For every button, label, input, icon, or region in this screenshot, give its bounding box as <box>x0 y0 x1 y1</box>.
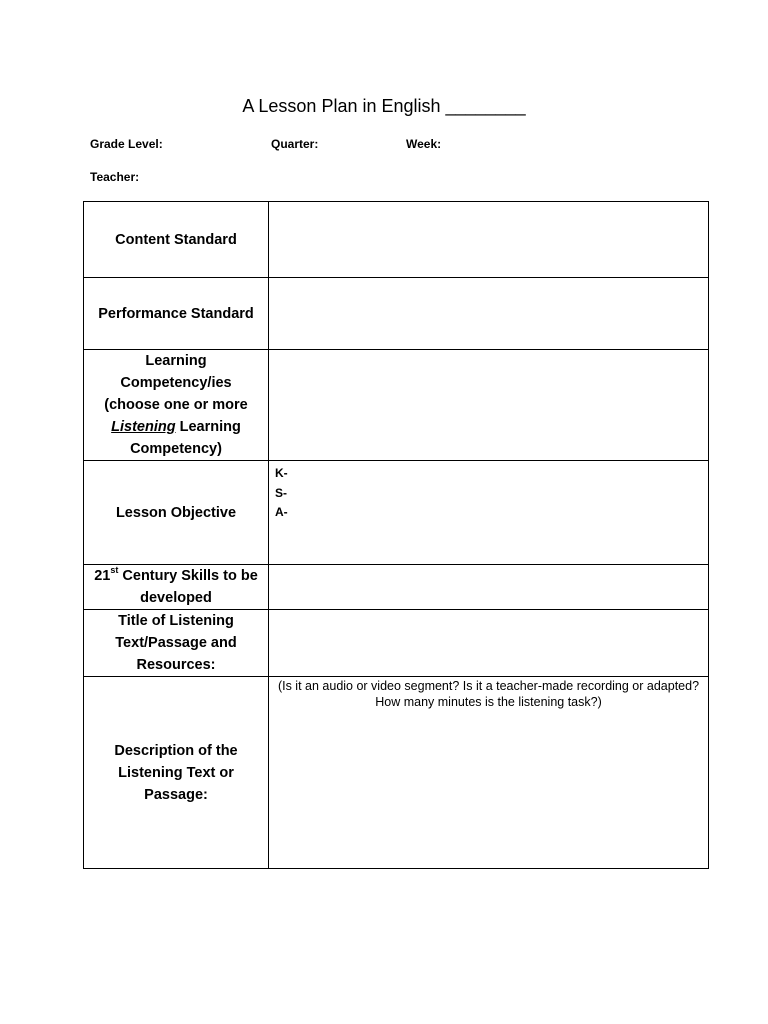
century-number: 21 <box>94 568 111 584</box>
ksa-skill: S- <box>275 485 287 500</box>
description-line2: Listening Text or <box>118 764 234 781</box>
row-description <box>84 677 709 869</box>
description-label <box>84 677 269 869</box>
row-content-standard <box>84 202 709 278</box>
lesson-plan-table <box>83 201 709 869</box>
description-line3: Passage: <box>144 786 208 803</box>
title-listening-line2: Text/Passage and <box>115 635 237 651</box>
title-listening-line3: Resources: <box>136 657 216 673</box>
learning-competency-line4-rest: Learning <box>175 419 241 435</box>
page-title: A Lesson Plan in English ________ <box>242 96 526 116</box>
learning-competency-label <box>84 350 269 461</box>
week-label: Week: <box>406 137 442 151</box>
learning-competency-line3: (choose one or more <box>104 397 248 413</box>
learning-competency-line1: Learning <box>145 353 207 369</box>
description-hint-line2: How many minutes is the listening task?) <box>375 695 602 709</box>
learning-competency-line4 <box>84 416 268 438</box>
row-learning-competency <box>84 350 709 461</box>
ksa-knowledge: K- <box>275 466 288 480</box>
title-listening-field[interactable] <box>269 610 709 677</box>
century-skills-label <box>84 565 269 610</box>
grade-level-label: Grade Level: <box>90 137 163 151</box>
century-skills-field[interactable] <box>269 565 709 610</box>
ksa-list <box>269 461 708 523</box>
learning-competency-line2: Competency/ies <box>120 375 232 391</box>
content-standard-field[interactable] <box>269 202 709 278</box>
title-listening-label <box>84 610 269 677</box>
teacher-label: Teacher: <box>90 170 140 184</box>
century-ordinal: st <box>110 565 119 576</box>
century-skills-line1-rest: Century Skills to be <box>118 568 258 584</box>
lesson-objective-label: Lesson Objective <box>84 461 269 565</box>
row-century-skills <box>84 565 709 610</box>
title-listening-line1: Title of Listening <box>118 613 234 629</box>
description-line1: Description of the <box>114 742 238 759</box>
ksa-attitude: A- <box>275 505 288 519</box>
row-lesson-objective <box>84 461 709 565</box>
lesson-objective-field[interactable] <box>269 461 709 565</box>
row-performance-standard <box>84 278 709 350</box>
listening-emphasis: Listening <box>111 419 176 435</box>
century-skills-line2: developed <box>140 590 212 606</box>
description-hint <box>269 677 708 710</box>
performance-standard-field[interactable] <box>269 278 709 350</box>
row-title-listening <box>84 610 709 677</box>
description-field[interactable] <box>269 677 709 869</box>
learning-competency-line5: Competency) <box>130 441 222 457</box>
learning-competency-field[interactable] <box>269 350 709 461</box>
century-skills-line1 <box>84 565 268 587</box>
content-standard-label: Content Standard <box>84 202 269 278</box>
quarter-label: Quarter: <box>271 137 319 151</box>
performance-standard-label: Performance Standard <box>84 278 269 350</box>
description-hint-line1: (Is it an audio or video segment? Is it a teacher-made recording or adapted? <box>277 679 700 693</box>
